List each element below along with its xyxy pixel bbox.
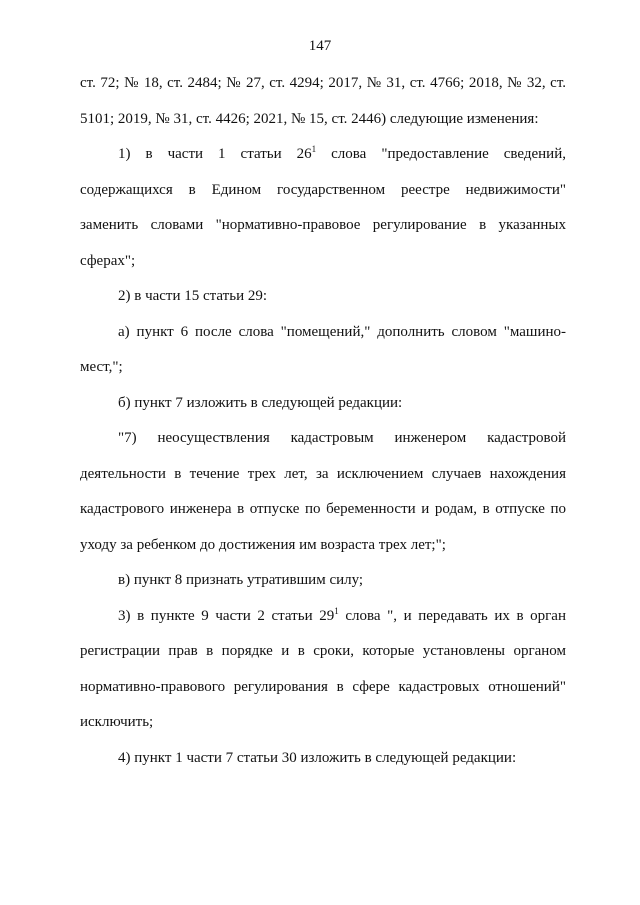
paragraph-item-2b: б) пункт 7 изложить в следующей редакции:	[118, 394, 403, 411]
document-body	[80, 66, 566, 776]
paragraph-item-4: 4) пункт 1 части 7 статьи 30 изложить в следующей редакции:	[118, 749, 517, 766]
paragraph-text: 3) в пункте 9 части 2 статьи 29	[118, 607, 335, 624]
paragraph-item-1	[80, 137, 566, 279]
paragraph-quoted-item-7: "7) неосуществления кадастровым инженером кадастровой деятельности в течение трех лет, за исключением случаев нахождения кадастрового инженера в отпуске по беременности и родам, в отпуске по уходу за ребенком до достижения им возраста трех лет;";	[80, 430, 566, 553]
paragraph-item-2c: в) пункт 8 признать утратившим силу;	[118, 572, 364, 588]
paragraph-text: слова ", и передавать их в орган регистрации прав в порядке и в сроки, которые установлены органом нормативно-правового регулирования в сфере кадастровых отношений" исключить;	[80, 607, 566, 730]
paragraph-text: 1) в части 1 статьи 26	[118, 146, 312, 162]
paragraph-item-2: 2) в части 15 статьи 29:	[118, 288, 268, 304]
paragraph-item-2a: а) пункт 6 после слова "помещений," дополнить словом "машино-мест,";	[80, 323, 566, 375]
paragraph-continuation: ст. 72; № 18, ст. 2484; № 27, ст. 4294; 2017, № 31, ст. 4766; 2018, № 32, ст. 5101; 2019, № 31, ст. 4426; 2021, № 15, ст. 2446) следующие изменения:	[80, 75, 566, 127]
superscript: 1	[311, 144, 317, 154]
paragraph-item-3	[80, 599, 566, 741]
page-number: 147	[308, 38, 332, 54]
superscript: 1	[334, 605, 339, 616]
paragraph-text: слова "предоставление сведений, содержащихся в Едином государственном реестре недвижимости" заменить словами "нормативно-правовое регулирование в указанных сферах";	[80, 146, 566, 269]
